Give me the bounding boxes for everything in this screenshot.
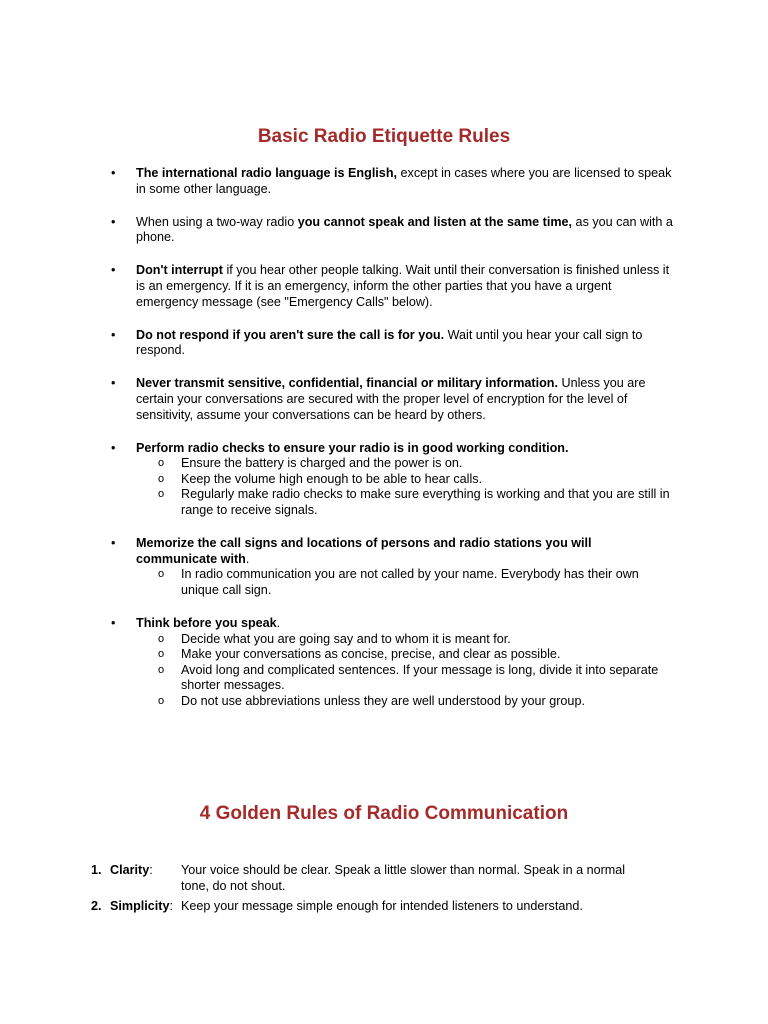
rule-text: except in cases where you are licensed to speak in some other language. [136, 166, 672, 196]
circle-bullet-icon: o [158, 488, 165, 501]
sub-item-text: Decide what you are going say and to whom it is meant for. [181, 631, 511, 646]
rule-text: . [245, 551, 250, 566]
sub-list-item [136, 456, 676, 472]
bullet-icon: • [111, 536, 116, 551]
sub-item-text: In radio communication you are not called by your name. Everybody has their own unique call sign. [181, 567, 639, 597]
rule-term: Simplicity: [110, 899, 173, 914]
sub-item-text: Regularly make radio checks to make sure everything is working and that you are still in range to receive signals. [181, 487, 670, 517]
rule-bold-text: Do not respond if you aren't sure the call is for you. [136, 327, 445, 342]
rule-bold-text: Memorize the call signs and locations of persons and radio stations you will communicate with [136, 536, 592, 566]
rule-bold-text: Don't interrupt [136, 263, 223, 278]
rule-text: as you can with a phone. [136, 214, 673, 245]
page-title: Basic Radio Etiquette Rules [257, 126, 511, 147]
sub-list-item [136, 647, 676, 663]
sub-list-item [136, 567, 676, 598]
etiquette-rules-list [0, 166, 768, 727]
rule-bold-text: Never transmit sensitive, confidential, financial or military information. [136, 376, 558, 391]
bullet-icon: • [111, 615, 116, 630]
circle-bullet-icon: o [158, 457, 165, 470]
bullet-icon: • [111, 440, 116, 455]
list-item [0, 328, 676, 359]
rule-text: Wait until you hear your call sign to respond. [136, 327, 643, 358]
rule-text-pre: When using a two-way radio [136, 214, 298, 229]
rule-bold-text: Perform radio checks to ensure your radio is in good working condition. [136, 440, 569, 455]
list-item [0, 215, 676, 246]
sub-list [136, 567, 676, 598]
sub-item-text: Make your conversations as concise, precise, and clear as possible. [181, 647, 561, 662]
list-item [0, 166, 676, 197]
circle-bullet-icon: o [158, 472, 165, 485]
bullet-icon: • [111, 376, 116, 391]
bullet-icon: • [111, 327, 116, 342]
sub-item-text: Do not use abbreviations unless they are well understood by your group. [181, 693, 585, 708]
sub-item-text: Keep the volume high enough to be able to hear calls. [181, 471, 483, 486]
numbered-item [0, 899, 651, 915]
circle-bullet-icon: o [158, 632, 165, 645]
sub-item-text: Avoid long and complicated sentences. If your message is long, divide it into separate shorter messages. [181, 662, 659, 693]
list-item [0, 263, 676, 310]
list-item [0, 616, 676, 710]
list-item [0, 536, 676, 598]
sub-list-item [136, 694, 676, 710]
rule-text: . [276, 615, 281, 630]
list-item [0, 441, 676, 519]
bullet-icon: • [111, 263, 116, 278]
circle-bullet-icon: o [158, 663, 165, 676]
numbered-item [0, 863, 651, 894]
circle-bullet-icon: o [158, 648, 165, 661]
golden-rules-list [0, 863, 768, 920]
rule-text: Unless you are certain your conversations are secured with the proper level of encryption for the level of sensitivity, assume your conversations can be heard by others. [136, 376, 646, 422]
list-item [0, 376, 676, 423]
rule-description: Your voice should be clear. Speak a little slower than normal. Speak in a normal tone, do not shout. [181, 863, 626, 893]
sub-list [136, 456, 676, 518]
circle-bullet-icon: o [158, 694, 165, 707]
rule-bold-text: you cannot speak and listen at the same time, [297, 214, 573, 229]
rule-bold-text: Think before you speak [136, 615, 277, 630]
sub-list-item [136, 487, 676, 518]
bullet-icon: • [111, 214, 116, 229]
rule-description: Keep your message simple enough for intended listeners to understand. [181, 899, 583, 914]
sub-item-text: Ensure the battery is charged and the power is on. [181, 456, 463, 471]
rule-text: if you hear other people talking. Wait until their conversation is finished unless it is an emergency. If it is an emergency, inform the other parties that you have a urgent emergency message (see "Emergency Calls" below). [136, 263, 670, 309]
sub-list-item [136, 472, 676, 488]
sub-list-item [136, 663, 676, 694]
item-number: 2. [91, 899, 102, 914]
circle-bullet-icon: o [158, 568, 165, 581]
item-number: 1. [91, 863, 102, 877]
rule-bold-text: The international radio language is English, [136, 166, 398, 180]
section-title: 4 Golden Rules of Radio Communication [199, 803, 569, 824]
rule-term: Clarity: [110, 863, 153, 877]
bullet-icon: • [111, 166, 116, 180]
sub-list-item [136, 632, 676, 648]
sub-list [136, 632, 676, 710]
